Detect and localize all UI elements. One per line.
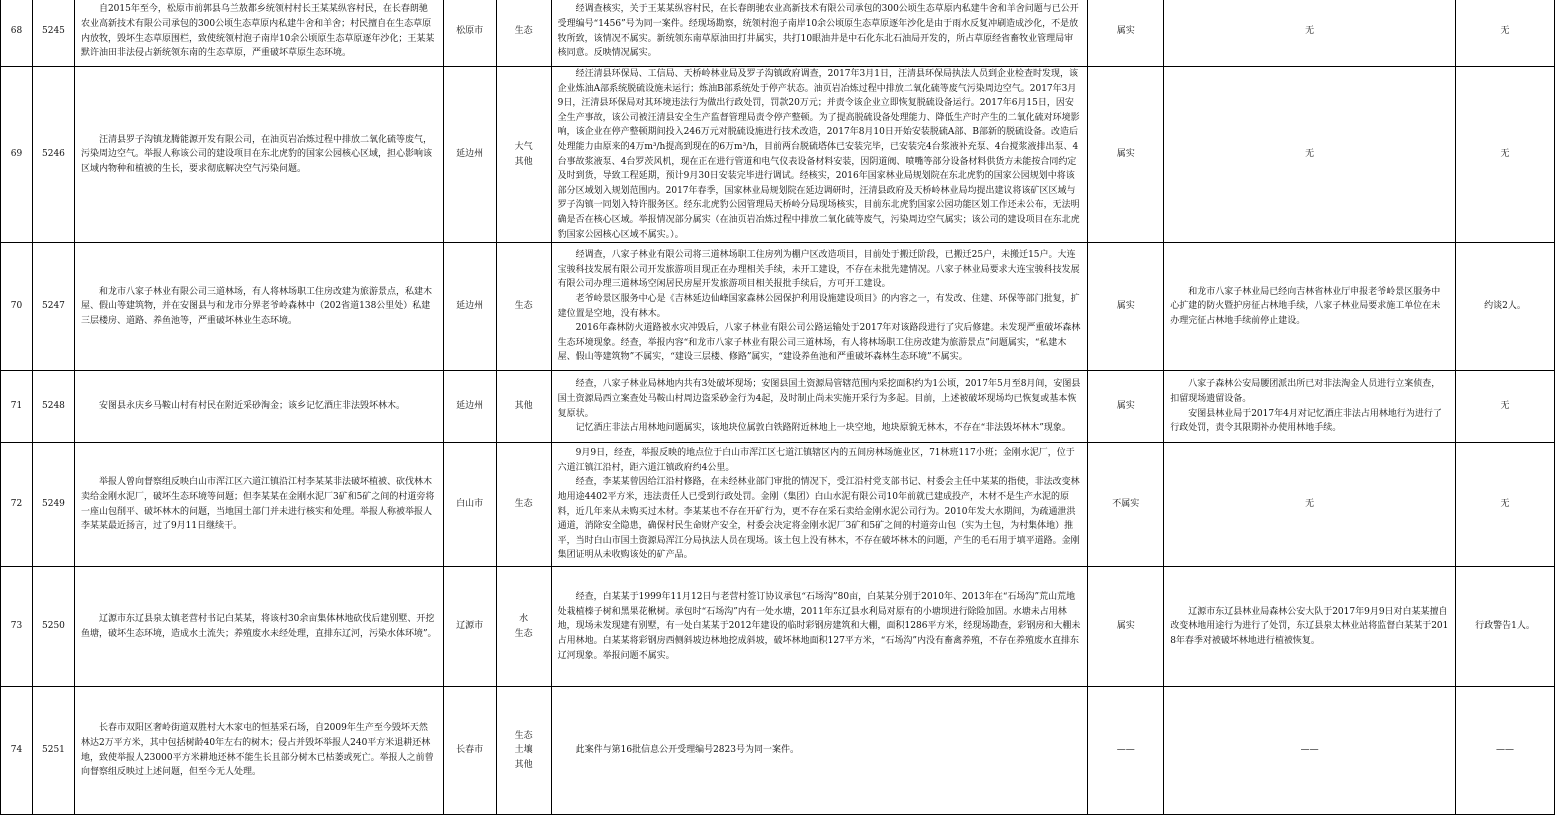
complaint-cell-line: 安图县永庆乡马鞍山村有村民在附近采砂淘金；该乡记忆酒庄非法毁坏林木。 xyxy=(98,401,405,412)
handling-cell xyxy=(1164,687,1456,815)
handling-cell-line: 八家子森林公安局腰团派出所已对非法淘金人员进行立案侦查，扣留现场遗留设备。 xyxy=(1170,379,1441,405)
verdict-cell: 属实 xyxy=(1088,567,1164,687)
pollution-type: 生态 xyxy=(514,628,533,639)
pollution-type: 生态 xyxy=(514,26,533,37)
complaint-cell-line: 举报人曾向督察组反映白山市浑江区六道江镇沿江村李某某非法破坏植被、砍伐林木卖给金刚水泥厂，破坏生态环境等问题；但李某某在金刚水泥厂3矿和5矿之间的村道旁将一座山包削平、破坏林木的问题，当地国土部门并未进行核实和处理。举报人称被举报人李某某最近扬言，过了9月11日继续干。 xyxy=(80,477,435,532)
seq-cell: 68 xyxy=(1,0,33,67)
verdict-cell: 属实 xyxy=(1088,243,1164,371)
seq-cell: 74 xyxy=(1,687,33,815)
seq-cell: 71 xyxy=(1,371,33,443)
handling-cell xyxy=(1164,67,1456,243)
case-id-cell: 5246 xyxy=(32,67,74,243)
investigation-cell-line: 经调查核实，关于王某某纵容村民，在长春朗驰农业高新技术有限公司承包的300公顷生态草原内私建牛舍和羊舍问题与已公开受理编号“1456”号为同一案件。经现场勘察，统领村泡子南岸10余公顷原生态草原逐年沙化是由于雨水反复冲刷造成沙化，不是放牧所致，该情况不属实。新统领东南草原油田打井属实，共打10眼油井是中石化东北石油局开发的，所占草原经省畜牧业管理局审核同意。反映情况属实。 xyxy=(557,4,1079,59)
complaint-cell xyxy=(74,243,443,371)
region-cell: 辽源市 xyxy=(443,567,496,687)
investigation-cell-line: 记忆酒庄非法占用林地问题属实，该地块位属敦白铁路附近林地上一块空地，地块原貌无林木，不存在“非法毁坏林木”现象。 xyxy=(575,423,1071,434)
complaint-cell-line: 自2015年至今，松原市前郭县乌兰敖都乡统领村村长王某某纵容村民，在长春朗驰农业高新技术有限公司承包的300公顷生态草原内私建牛舍和羊舍；村民擅自在生态草原内放牧，毁坏生态草原围栏，致使统领村泡子南岸10余公顷原生态草原逐年沙化；王某某默许油田非法侵占新统领东南的生态草原，严重破坏草原生态环境。 xyxy=(80,4,435,59)
accountability-cell: 无 xyxy=(1456,67,1555,243)
region-cell: 延边州 xyxy=(443,67,496,243)
seq-cell: 70 xyxy=(1,243,33,371)
case-id-cell: 5250 xyxy=(32,567,74,687)
accountability-cell: 无 xyxy=(1456,443,1555,567)
handling-cell xyxy=(1164,243,1456,371)
table-row xyxy=(1,371,1555,443)
verdict-cell: —— xyxy=(1088,687,1164,815)
pollution-type: 水 xyxy=(519,614,529,625)
pollution-type: 土壤 xyxy=(514,745,533,756)
complaint-cell xyxy=(74,67,443,243)
pollution-type: 其他 xyxy=(514,401,533,412)
investigation-cell-line: 9月9日，经查，举报反映的地点位于白山市浑江区七道江镇辖区内的五间房林场施业区，71林班117小班；金刚水泥厂，位于六道江镇江沿村，距六道江镇政府约4公里。 xyxy=(557,448,1075,473)
pollution-type-cell xyxy=(496,0,551,67)
case-id-cell: 5249 xyxy=(32,443,74,567)
handling-cell xyxy=(1164,371,1456,443)
investigation-cell-line: 2016年森林防火道路被水灾冲毁后，八家子林业有限公司公路运输处于2017年对该路段进行了灾后修建。未发现严重破坏森林生态环境现象。经查，举报内容“和龙市八家子林业有限公司三道林场，有人将林场职工住房改建为旅游景点”问题属实，“私建木屋、假山等建筑物”不属实，“建设三层楼、修路”属实，“建设养鱼池和严重破坏森林生态环境”不属实。 xyxy=(557,323,1081,363)
handling-cell xyxy=(1164,0,1456,67)
handling-cell xyxy=(1164,567,1456,687)
region-cell: 白山市 xyxy=(443,443,496,567)
pollution-type: 其他 xyxy=(514,156,533,167)
accountability-cell: 无 xyxy=(1456,0,1555,67)
handling-cell-line: 和龙市八家子林业局已经向吉林省林业厅申报老爷岭景区服务中心扩建的防火暨护房征占林地手续，八家子林业局要求施工单位在未办理完征占林地手续前停止建设。 xyxy=(1170,286,1441,326)
investigation-cell-line: 老爷岭景区服务中心是《吉林延边仙峰国家森林公园保护利用设施建设项目》的内容之一，有发改、住建、环保等部门批复，扩建位置是空地，没有林木。 xyxy=(557,294,1080,319)
case-id-cell: 5251 xyxy=(32,687,74,815)
investigation-cell-line: 经查，白某某于1999年11月12日与老营村签订协议承包“石场沟”80亩，白某某分别于2010年、2013年在“石场沟”荒山荒地处栽植榛子树和黑果花楸树。承包时“石场沟”内有一处水塘，2011年东辽县水利局对原有的小塘坝进行除险加固。水塘未占用林地，现场未发现建有别墅，有一处白某某于2012年建设的临时彩钢房建筑和大棚，面积1286平方米，经现场勘查，彩钢房和大棚未占用林地。白某某将彩钢房西侧斜坡边林地挖成斜坡，破坏林地面积127平方米，“石场沟”内没有畜禽养殖，不存在养殖废水直排东辽河现象。举报问题不属实。 xyxy=(557,592,1081,661)
pollution-type: 生态 xyxy=(514,499,533,510)
table-row xyxy=(1,687,1555,815)
case-id-cell: 5247 xyxy=(32,243,74,371)
investigation-cell-line: 经汪清县环保局、工信局、天桥岭林业局及罗子沟镇政府调查，2017年3月1日，汪清县环保局执法人员到企业检查时发现，该企业炼油A部系统脱硫设施未运行；炼油B部系统处于停产状态。油页岩冶炼过程中排放二氧化硫等废气污染周边空气。2017年3月9日，汪清县环保局对其环境违法行为做出行政处罚，罚款20万元；并责令该企业立即恢复脱硫设备运行。2017年6月15日，因安全生产事故，该公司被汪清县安全生产监督管理局责令停产整顿。为了提高脱硫设备处理能力、降低生产时产生的二氧化硫对环境影响，该企业在停产整顿期间投入246万元对脱硫设施进行技术改造，2017年8月10日开始安装脱硫A部、B部新的脱硫设备。改造后处理能力由原来的4万m³/h提高到现在的6万m³/h，目前两台脱硫塔体已安装完毕，已安装完4台浆液补充泵、4台搅浆液排出泵、4台事故浆液泵、4台罗茨风机，现在正在进行管道和电气仪表设备材料安装，因阴道阀、喷嘴等部分设备材料供货方未能按合同约定及时到货，导致工程延期，预计9月30日安装完毕进行调试。经核实，2016年国家林业局规划院在东北虎豹的国家公园规划中将该部分区域划入规划范围内。2017年春季，国家林业局规划院在延边调研时，汪清县政府及天桥岭林业局均提出建议将该矿区区域与罗子沟镇一同划入特许服务区。经东北虎豹公园管理局天桥岭分局现场核实，目前东北虎豹国家公园功能区划工作还未公布，无法明确是否在核心区域。举报情况部分属实（在油页岩冶炼过程中排放二氧化硫等废气，污染周边空气属实；该公司的建设项目在东北虎豹国家公园核心区域不属实。）。 xyxy=(557,69,1080,240)
complaint-cell-line: 辽源市东辽县泉太镇老营村书记白某某，将该村30余亩集体林地砍伐后建别墅、开挖鱼塘，破坏生态环境，造成水土流失；养殖废水未经处理，直排东辽河，污染水体环境”。 xyxy=(80,614,437,639)
table-row xyxy=(1,243,1555,371)
pollution-type-cell xyxy=(496,567,551,687)
complaint-cell xyxy=(74,0,443,67)
table-row xyxy=(1,567,1555,687)
handling-cell-line: 安图县林业局于2017年4月对记忆酒庄非法占用林地行为进行了行政处罚，责令其限期补办使用林地手续。 xyxy=(1170,408,1442,434)
complaint-cell xyxy=(74,567,443,687)
accountability-cell: —— xyxy=(1456,687,1555,815)
pollution-type-cell xyxy=(496,243,551,371)
verdict-cell: 属实 xyxy=(1088,371,1164,443)
complaint-cell-line: 汪清县罗子沟镇龙腾能源开发有限公司，在油页岩冶炼过程中排放二氧化硫等废气，污染周边空气。举报人称该公司的建设项目在东北虎豹的国家公园核心区域，担心影响该区域内物种和植被的生长，要求彻底解决空气污染问题。 xyxy=(80,134,432,174)
investigation-cell xyxy=(551,0,1088,67)
case-id-cell: 5248 xyxy=(32,371,74,443)
handling-cell-line: 无 xyxy=(1305,26,1315,37)
investigation-cell-line: 经调查，八家子林业有限公司将三道林场职工住房列为棚户区改造项目，目前处于搬迁阶段，已搬迁25户，未搬迁15户。大连宝骏科技发展有限公司开发旅游项目现正在办理相关手续，未开工建设，不存在未批先建情况。八家子林业局要求大连宝骏科技发展有限公司办理三道林场空闲居民房屋开发旅游项目相关报批手续后，方可开工建设。 xyxy=(557,250,1080,290)
complaint-cell xyxy=(74,443,443,567)
region-cell: 延边州 xyxy=(443,243,496,371)
region-cell: 松原市 xyxy=(443,0,496,67)
pollution-type: 其他 xyxy=(514,759,533,770)
pollution-type: 大气 xyxy=(514,141,533,152)
pollution-type: 生态 xyxy=(514,730,533,741)
investigation-cell xyxy=(551,243,1088,371)
investigation-cell xyxy=(551,371,1088,443)
pollution-type-cell xyxy=(496,371,551,443)
seq-cell: 69 xyxy=(1,67,33,243)
verdict-cell: 属实 xyxy=(1088,67,1164,243)
accountability-cell: 无 xyxy=(1456,371,1555,443)
accountability-cell: 行政警告1人。 xyxy=(1456,567,1555,687)
pollution-type: 生态 xyxy=(514,301,533,312)
seq-cell: 73 xyxy=(1,567,33,687)
handling-cell xyxy=(1164,443,1456,567)
complaint-cell-line: 长春市双阳区奢岭街道双胜村大木家屯的恒基采石场，自2009年生产至今毁坏天然林达2万平方米，其中包括树龄40年左右的树木；侵占并毁坏举报人240平方米退耕还林地，致使举报人23000平方米耕地还林不能生长且部分树木已枯萎或死亡。举报人之前曾向督察组反映过上述问题，但至今无人处理。 xyxy=(80,723,434,778)
seq-cell: 72 xyxy=(1,443,33,567)
pollution-type-cell xyxy=(496,443,551,567)
investigation-cell xyxy=(551,567,1088,687)
handling-cell-line: 无 xyxy=(1305,499,1315,510)
table-row xyxy=(1,67,1555,243)
handling-cell-line: 辽源市东辽县林业局森林公安大队于2017年9月9日对白某某擅自改变林地用途行为进行了处罚，东辽县泉太林业站将监督白某某于2018年春季对被破坏林地进行植被恢复。 xyxy=(1170,606,1449,646)
table-row xyxy=(1,443,1555,567)
handling-cell-line: 无 xyxy=(1305,149,1315,160)
handling-cell-line: —— xyxy=(1300,745,1319,756)
table-body xyxy=(1,0,1555,815)
investigation-cell-line: 经查，李某某曾因给江沿村修路，在未经林业部门审批的情况下，受江沿村党支部书记、村委会主任中某某的指使，非法改变林地用途4402平方米，违法责任人已受到行政处罚。金刚（集团）白山水泥有限公司10年前就已建成投产，木材不是生产水泥的原料，近几年来从未购买过木材。李某某也不存在开矿行为，更不存在采石卖给金刚水泥公司行为。2010年发大水期间，为疏通泄洪通道，消除安全隐患，确保村民生命财产安全，村委会决定将金刚水泥厂3矿和5矿之间的村道旁山包（实为土包，为村集体地）推平，当时白山市国土资源局浑江分局执法人员在现场。该土包上没有林木，不存在破坏林木的问题，产生的毛石用于填平道路。金刚集团证明从未收购该处的矿产品。 xyxy=(557,477,1080,561)
investigation-cell-line: 经查，八家子林业局林地内共有3处破坏现场；安图县国土资源局管辖范围内采挖面积约为1公顷，2017年5月至8月间，安图县国土资源局西立案查处马鞍山村周边盗采砂金行为4起，及时制止尚未实施开采行为多起。目前，上述被破坏现场均已恢复或基本恢复原状。 xyxy=(557,379,1081,419)
investigation-cell-line: 此案件与第16批信息公开受理编号2823号为同一案件。 xyxy=(575,745,799,756)
table-row xyxy=(1,0,1555,67)
complaint-cell-line: 和龙市八家子林业有限公司三道林场，有人将林场职工住房改建为旅游景点，私建木屋、假山等建筑物，并在安图县与和龙市分界老爷岭森林中（202省道138公里处）私建三层楼房、道路、养鱼池等，严重破坏林业生态环境。 xyxy=(80,286,432,326)
accountability-cell: 约谈2人。 xyxy=(1456,243,1555,371)
investigation-cell xyxy=(551,443,1088,567)
verdict-cell: 不属实 xyxy=(1088,443,1164,567)
pollution-type-cell xyxy=(496,687,551,815)
region-cell: 长春市 xyxy=(443,687,496,815)
complaint-cell xyxy=(74,687,443,815)
region-cell: 延边州 xyxy=(443,371,496,443)
complaint-cell xyxy=(74,371,443,443)
verdict-cell: 属实 xyxy=(1088,0,1164,67)
case-id-cell: 5245 xyxy=(32,0,74,67)
investigation-cell xyxy=(551,67,1088,243)
pollution-type-cell xyxy=(496,67,551,243)
investigation-cell xyxy=(551,687,1088,815)
